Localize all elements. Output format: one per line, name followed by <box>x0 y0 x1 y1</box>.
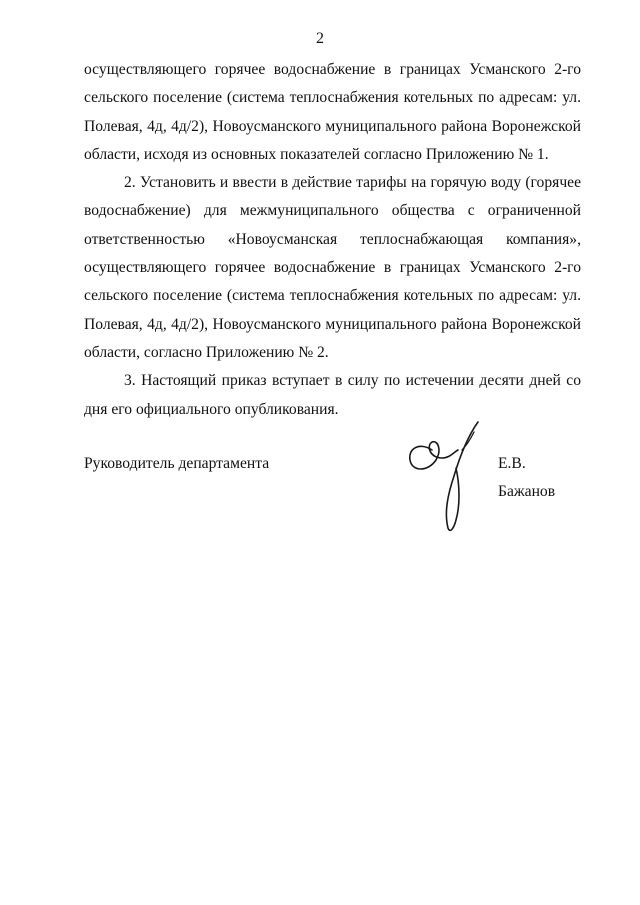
paragraph-continuation: осуществляющего горячее водоснабжение в границах Усманского 2-го сельского поселение (система теплоснабжения котельных по адресам: ул. Полевая, 4д, 4д/2), Новоусманского муниципального района Воронежской области, исходя из основных показателей согласно Приложению № 1. <box>84 61 581 163</box>
signatory-name: Е.В. Бажанов <box>498 455 556 500</box>
signature-block <box>84 450 584 540</box>
signatory-title: Руководитель департамента <box>84 455 270 472</box>
handwritten-signature <box>402 420 492 540</box>
document-body <box>84 56 581 424</box>
paragraph-item-2: 2. Установить и ввести в действие тарифы на горячую воду (горячее водоснабжение) для межмуниципального общества с ограниченной ответственностью «Новоусманская теплоснабжающая компания», осуществляющего горячее водоснабжение в границах Усманского 2-го сельского поселение (система теплоснабжения котельных по адресам: ул. Полевая, 4д, 4д/2), Новоусманского муниципального района Воронежской области, согласно Приложению № 2. <box>84 174 581 361</box>
page-number: 2 <box>316 30 324 47</box>
paragraph-item-3: 3. Настоящий приказ вступает в силу по истечении десяти дней со дня его официального опубликования. <box>84 372 581 418</box>
